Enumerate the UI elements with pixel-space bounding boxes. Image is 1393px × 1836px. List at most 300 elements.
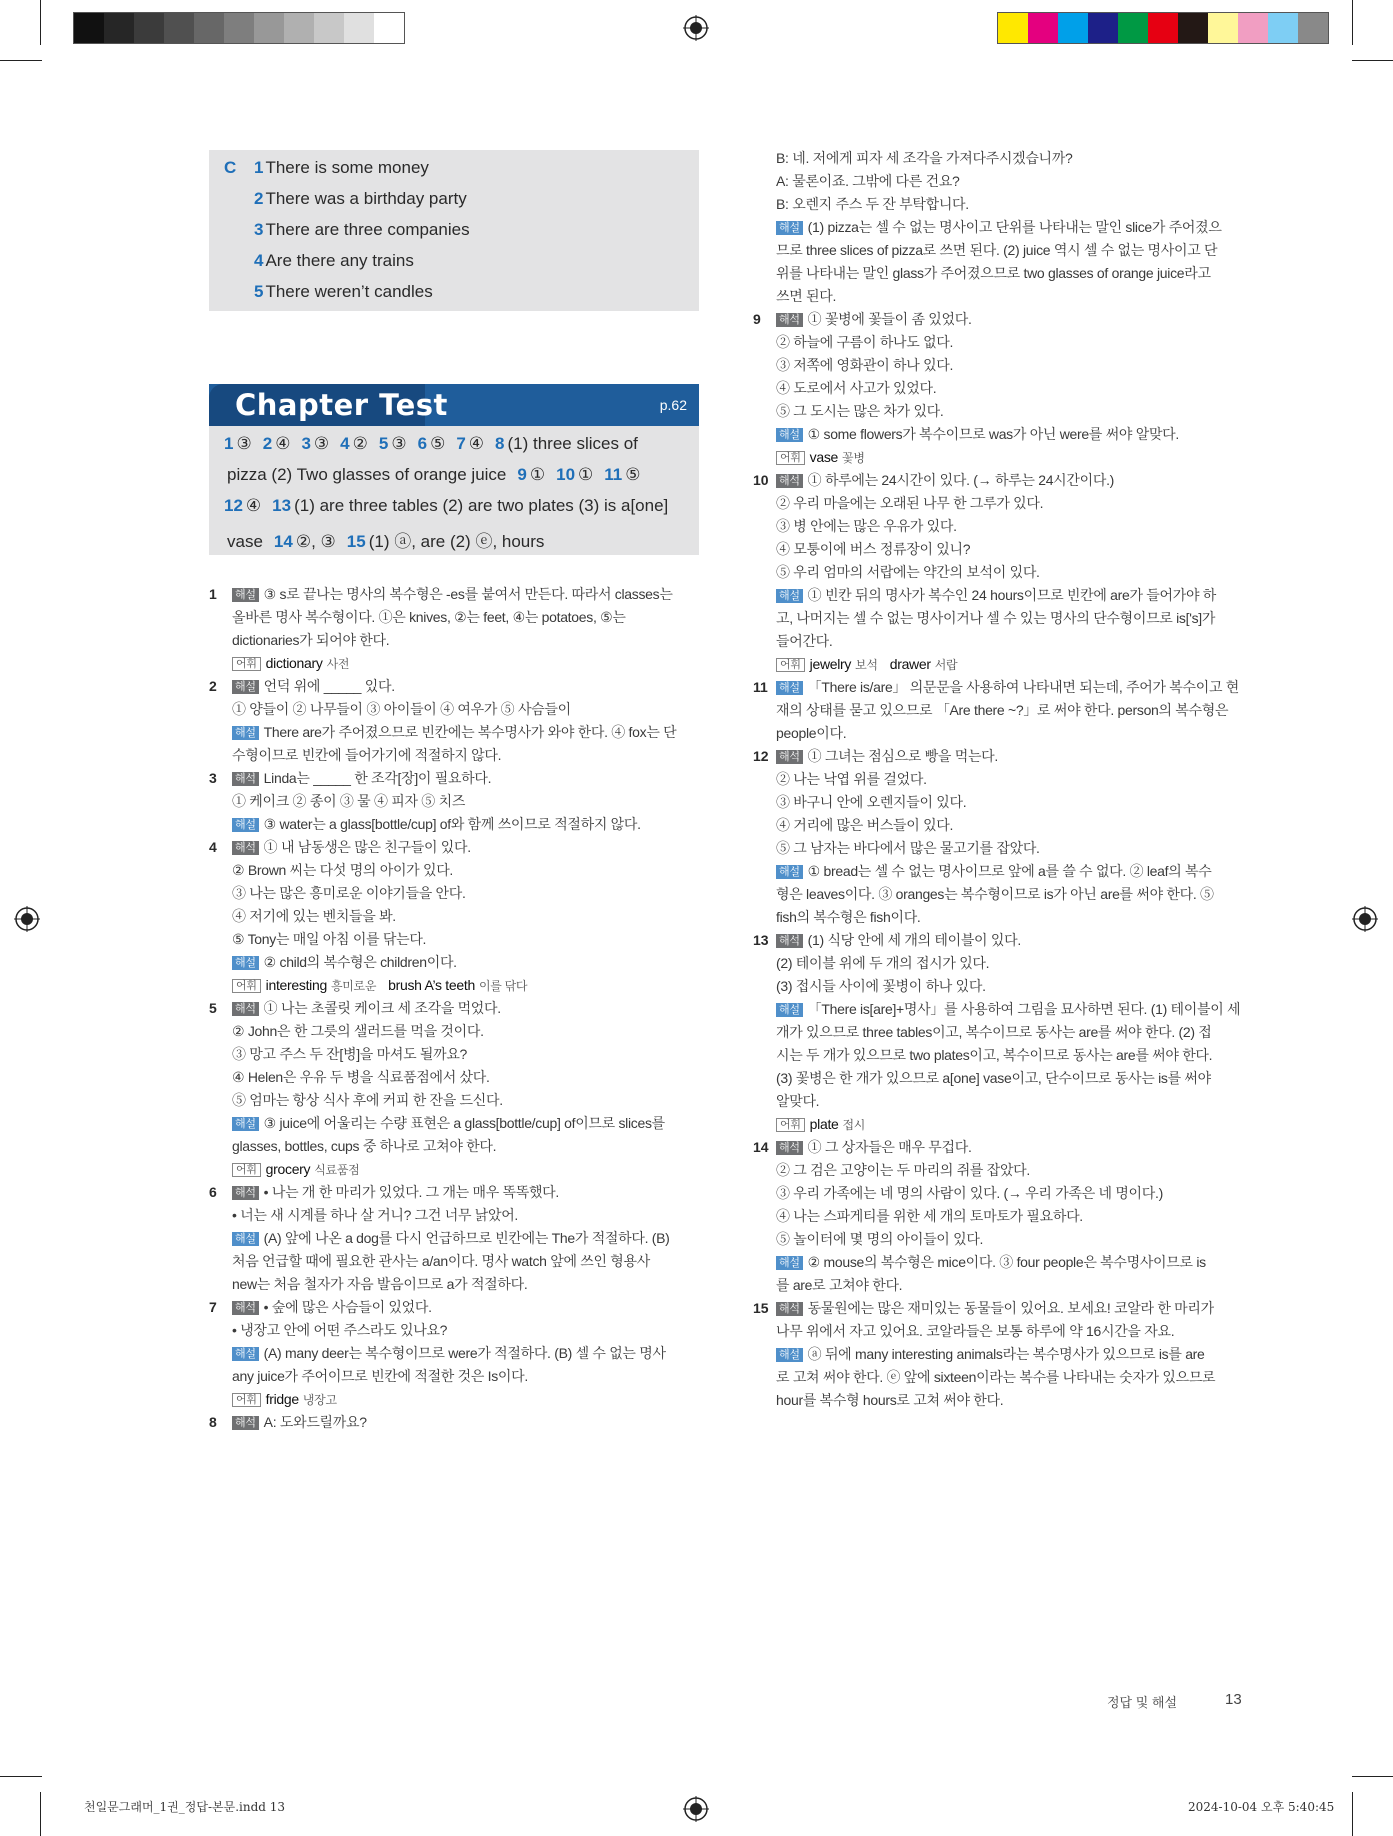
explanation-text: ④ Helen은 우유 두 병을 식료품점에서 샀다. <box>232 1069 490 1085</box>
explanation-text: ② 나는 낙엽 위를 걸었다. <box>776 771 927 787</box>
explanation-line <box>232 1138 496 1154</box>
explanation-badge: 해설 <box>776 221 803 235</box>
explanation-line <box>232 839 471 855</box>
explanation-line <box>232 1230 670 1246</box>
explanation-text: dictionaries가 되어야 한다. <box>232 632 390 648</box>
answer-number: 9 <box>517 465 527 484</box>
explanation-badge: 해설 <box>776 1348 803 1362</box>
answer-value: ②, ③ <box>295 532 336 551</box>
explanation-line <box>776 633 833 649</box>
explanation-line <box>232 885 466 901</box>
answer-number: 3 <box>301 434 311 453</box>
explanation-line <box>776 472 1114 488</box>
explanation-badge: 해설 <box>776 681 803 695</box>
answer-value: ⑤ <box>625 465 641 484</box>
answer-value: pizza (2) Two glasses of orange juice <box>227 465 507 484</box>
explanation-badge: 해설 <box>776 589 803 603</box>
translation-badge: 해석 <box>232 841 259 855</box>
answer-number: 5 <box>378 434 389 453</box>
explanation-text: ① 빈칸 뒤의 명사가 복수인 24 hours이므로 빈칸에 are가 들어가야 하 <box>807 587 1217 603</box>
box-c-item <box>254 220 470 240</box>
explanation-badge: 해설 <box>232 726 259 740</box>
explanation-line <box>776 495 1043 511</box>
answer-value: ① <box>578 465 594 484</box>
explanation-text: 들어간다. <box>776 633 833 649</box>
grayscale-bar <box>73 12 405 44</box>
translation-badge: 해설 <box>232 588 259 602</box>
box-c-item <box>254 158 429 178</box>
explanation-text: 위를 나타내는 말인 glass가 주어졌으므로 two glasses of orange juice라고 <box>776 265 1211 281</box>
explanation-text: ③ 우리 가족에는 네 명의 사람이 있다. (→ 우리 가족은 네 명이다.) <box>776 1185 1163 1201</box>
explanation-text: ⑤ 우리 엄마의 서랍에는 약간의 보석이 있다. <box>776 564 1040 580</box>
explanation-text: ⑤ 그 남자는 바다에서 많은 물고기를 잡았다. <box>776 840 1040 856</box>
explanation-text: 「There is/are」 의문문을 사용하여 나타내면 되는데, 주어가 복수이고 현 <box>807 679 1240 695</box>
explanation-line <box>776 1254 1206 1270</box>
vocab-word: jewelry <box>809 656 852 672</box>
explanation-line <box>776 1208 1083 1224</box>
translation-badge: 해석 <box>776 1302 803 1316</box>
explanation-text: B: 네. 저에게 피자 세 조각을 가져다주시겠습니까? <box>776 150 1073 166</box>
chapter-test-header <box>209 384 699 426</box>
box-c-item <box>254 251 414 271</box>
explanation-line <box>776 1323 1174 1339</box>
chapter-test-title: Chapter Test <box>235 388 448 422</box>
explanation-text: 알맞다. <box>776 1093 820 1109</box>
translation-badge: 해석 <box>232 772 259 786</box>
slug-date: 2024-10-04 오후 5:40:45 <box>1188 1800 1335 1814</box>
chapter-test-answer-line <box>224 434 649 454</box>
answer-number: 10 <box>556 465 576 484</box>
explanation-line <box>232 1253 650 1269</box>
answer-number: 15 <box>346 532 366 551</box>
explanation-line <box>776 610 1215 626</box>
vocab-word: fridge <box>265 1391 299 1407</box>
answer-value: (1) three slices of <box>507 434 638 453</box>
explanation-text: ② John은 한 그릇의 샐러드를 먹을 것이다. <box>232 1023 484 1039</box>
translation-badge: 해석 <box>776 750 803 764</box>
explanation-text: ② 그 검은 고양이는 두 마리의 쥐를 잡았다. <box>776 1162 1031 1178</box>
explanation-text: ⑤ 엄마는 항상 식사 후에 커피 한 잔을 드신다. <box>232 1092 503 1108</box>
explanation-text: ① 케이크 ② 종이 ③ 물 ④ 피자 ⑤ 치즈 <box>232 793 466 809</box>
explanation-text: ③ s로 끝나는 명사의 복수형은 -es를 붙여서 만든다. 따라서 classes는 <box>263 586 673 602</box>
vocabulary-badge: 어휘 <box>776 658 805 672</box>
question-number: 15 <box>753 1300 769 1316</box>
explanation-text: ③ water는 a glass[bottle/cup] of와 함께 쓰이므로 적절하지 않다. <box>263 816 641 832</box>
explanation-line <box>232 1023 484 1039</box>
explanation-line <box>776 1185 1163 1201</box>
explanation-line <box>776 1231 983 1247</box>
explanation-badge: 해설 <box>776 1003 803 1017</box>
vocab-meaning: 흥미로운 <box>330 979 377 993</box>
explanation-line <box>776 1093 819 1109</box>
explanation-text: ① 그녀는 점심으로 빵을 먹는다. <box>807 748 998 764</box>
explanation-line <box>776 1300 1214 1316</box>
question-number: 8 <box>209 1414 217 1430</box>
explanation-text: (A) many deer는 복수형이므로 were가 적절하다. (B) 셀 수 없는 명사 <box>263 1345 666 1361</box>
vocab-word: dictionary <box>265 655 323 671</box>
vocab-word: drawer <box>889 656 931 672</box>
explanation-line <box>232 678 395 694</box>
box-c-item-number: 1 <box>254 158 264 177</box>
answer-box-c <box>209 150 699 311</box>
answer-value: ③ <box>313 434 330 453</box>
vocab-meaning: 꽃병 <box>842 451 865 465</box>
explanation-line <box>232 724 676 740</box>
vocab-word: interesting <box>265 977 327 993</box>
question-number: 1 <box>209 586 217 602</box>
answer-value: ④ <box>468 434 485 453</box>
explanation-text: ⑤ 놀이터에 몇 명의 아이들이 있다. <box>776 1231 984 1247</box>
explanation-text: ③ 저쪽에 영화관이 하나 있다. <box>776 357 954 373</box>
explanation-text: • 냉장고 안에 어떤 주스라도 있나요? <box>232 1322 448 1338</box>
explanation-line <box>232 770 491 786</box>
vocab-meaning: 냉장고 <box>302 1393 337 1407</box>
vocab-word: grocery <box>265 1161 311 1177</box>
answer-number: 4 <box>340 434 350 453</box>
explanation-text: ② mouse의 복수형은 mice이다. ③ four people은 복수명사이므로 is <box>807 1254 1206 1270</box>
explanation-line <box>232 586 673 602</box>
question-number: 14 <box>753 1139 769 1155</box>
explanation-line <box>776 1047 1212 1063</box>
explanation-text: 고, 나머지는 셀 수 없는 명사이거나 셀 수 있는 명사의 단수형이므로 is['s]가 <box>776 610 1216 626</box>
explanation-text: 를 are로 고쳐야 한다. <box>776 1277 903 1293</box>
chapter-test-answer-line <box>224 465 652 485</box>
explanation-line <box>776 679 1239 695</box>
answer-number: 13 <box>272 496 292 515</box>
explanation-line <box>776 955 989 971</box>
explanation-line <box>776 817 953 833</box>
explanation-badge: 해설 <box>232 1232 259 1246</box>
explanation-text: (1) pizza는 셀 수 없는 명사이고 단위를 나타내는 말인 slice가 주어졌으 <box>807 219 1222 235</box>
explanation-line <box>232 1184 559 1200</box>
explanation-text: ③ 망고 주스 두 잔[병]을 마셔도 될까요? <box>232 1046 468 1062</box>
translation-badge: 해석 <box>776 1141 803 1155</box>
color-bar <box>997 12 1329 44</box>
explanation-text: ③ 병 안에는 많은 우유가 있다. <box>776 518 957 534</box>
explanation-line <box>776 702 1228 718</box>
vocab-meaning: 식료품점 <box>314 1163 360 1177</box>
explanation-line <box>232 1299 432 1315</box>
explanation-line <box>232 954 457 970</box>
explanation-text: ④ 거리에 많은 버스들이 있다. <box>776 817 954 833</box>
explanation-badge: 해설 <box>776 1256 803 1270</box>
footer-section-label: 정답 및 해설 <box>1107 1695 1178 1710</box>
vocabulary-badge: 어휘 <box>776 1118 805 1132</box>
explanation-line <box>776 219 1222 235</box>
explanation-text: • 너는 새 시계를 하나 살 거니? 그건 너무 낡았어. <box>232 1207 519 1223</box>
explanation-line <box>776 288 836 304</box>
answer-value: ④ <box>245 496 262 515</box>
explanation-text: ① 나는 초콜릿 케이크 세 조각을 먹었다. <box>263 1000 501 1016</box>
explanation-text: 시는 두 개가 있으므로 two plates이고, 복수이므로 동사는 are를 써야 한다. <box>776 1047 1213 1063</box>
vocab-word: vase <box>809 449 839 465</box>
explanation-line <box>232 1069 490 1085</box>
explanation-text: ① 꽃병에 꽃들이 좀 있었다. <box>807 311 972 327</box>
explanation-line <box>232 655 361 672</box>
explanation-text: ③ 나는 많은 흥미로운 이야기들을 안다. <box>232 885 466 901</box>
explanation-line <box>776 748 998 764</box>
explanation-text: ② child의 복수형은 children이다. <box>263 954 457 970</box>
explanation-text: ⑤ 그 도시는 많은 차가 있다. <box>776 403 944 419</box>
explanation-badge: 해설 <box>232 1117 259 1131</box>
explanation-line <box>776 1001 1240 1017</box>
explanation-text: fish의 복수형은 fish이다. <box>776 909 921 925</box>
explanation-line <box>776 771 927 787</box>
vocab-meaning: 서랍 <box>934 658 958 672</box>
explanation-text: B: 오렌지 주스 두 잔 부탁합니다. <box>776 196 969 212</box>
translation-badge: 해석 <box>232 1416 259 1430</box>
explanation-text: ① bread는 셀 수 없는 명사이므로 앞에 a를 쓸 수 없다. ② leaf의 복수 <box>807 863 1212 879</box>
explanation-text: new는 처음 철자가 자음 발음이므로 a가 적절하다. <box>232 1276 528 1292</box>
question-number: 2 <box>209 678 217 694</box>
explanation-line <box>776 334 953 350</box>
explanation-line <box>776 978 986 994</box>
explanation-text: 쓰면 된다. <box>776 288 837 304</box>
explanation-line <box>776 1392 1003 1408</box>
explanation-line <box>776 587 1216 603</box>
explanation-line <box>776 794 966 810</box>
explanation-line <box>232 1276 527 1292</box>
explanation-text: glasses, bottles, cups 중 하나로 고쳐야 한다. <box>232 1138 497 1154</box>
explanation-badge: 해설 <box>776 428 803 442</box>
explanation-text: 재의 상태를 묻고 있으므로 「Are there ~?」로 써야 한다. person의 복수형은 <box>776 702 1229 718</box>
answer-value: ① <box>529 465 546 484</box>
explanation-line <box>232 701 571 717</box>
question-number: 7 <box>209 1299 217 1315</box>
answer-number: 11 <box>604 465 623 484</box>
explanation-line <box>776 242 1217 258</box>
explanation-line <box>232 1322 447 1338</box>
explanation-line <box>232 1115 665 1131</box>
explanation-line <box>232 1161 371 1178</box>
explanation-line <box>776 357 953 373</box>
explanation-line <box>776 886 1214 902</box>
answer-number: 14 <box>273 532 293 551</box>
explanation-line <box>232 1368 528 1384</box>
chapter-test-answer-line <box>224 496 679 516</box>
explanation-line <box>232 931 426 947</box>
vocabulary-badge: 어휘 <box>232 1163 261 1177</box>
explanation-line <box>776 564 1040 580</box>
translation-badge: 해석 <box>232 1002 259 1016</box>
explanation-text: • 숲에 많은 사슴들이 있었다. <box>263 1299 432 1315</box>
explanation-text: (3) 꽃병은 한 개가 있으므로 a[one] vase이고, 단수이므로 동사는 is를 써야 <box>776 1070 1211 1086</box>
explanation-text: ⑤ Tony는 매일 아침 이를 닦는다. <box>232 931 427 947</box>
explanation-text: Linda는 _____ 한 조각[장]이 필요하다. <box>263 770 492 786</box>
page-number: 13 <box>1225 1691 1242 1708</box>
translation-badge: 해설 <box>232 680 259 694</box>
explanation-text: ① some flowers가 복수이므로 was가 아닌 were를 써야 알맞다. <box>807 426 1179 442</box>
explanation-text: 언덕 위에 _____ 있다. <box>263 678 395 694</box>
explanation-line <box>776 1162 1030 1178</box>
explanation-line <box>776 449 877 466</box>
explanation-text: 형은 leaves이다. ③ oranges는 복수형이므로 is가 아닌 are를 써야 한다. ⑤ <box>776 886 1214 902</box>
box-c-item-number: 2 <box>254 189 264 208</box>
answer-value: vase <box>227 532 263 551</box>
vocab-meaning: 보석 <box>855 658 878 672</box>
explanation-text: A: 물론이죠. 그밖에 다른 건요? <box>776 173 960 189</box>
explanation-text: ① 양들이 ② 나무들이 ③ 아이들이 ④ 여우가 ⑤ 사슴들이 <box>232 701 571 717</box>
box-c-item-number: 5 <box>254 282 264 301</box>
explanation-text: ① 내 남동생은 많은 친구들이 있다. <box>263 839 471 855</box>
question-number: 5 <box>209 1000 217 1016</box>
explanation-text: (2) 테이블 위에 두 개의 접시가 있다. <box>776 955 990 971</box>
explanation-line <box>776 380 936 396</box>
answer-number: 8 <box>495 434 505 453</box>
explanation-line <box>232 609 626 625</box>
explanation-text: ③ juice에 어울리는 수량 표현은 a glass[bottle/cup] of이므로 slices를 <box>263 1115 665 1131</box>
box-c-item-number: 3 <box>254 220 264 239</box>
explanation-text: ② 하늘에 구름이 하나도 없다. <box>776 334 954 350</box>
explanation-line <box>232 977 539 994</box>
explanation-text: 로 고쳐 써야 한다. ⓔ 앞에 sixteen이라는 복수를 나타내는 숫자가 있으므로 <box>776 1369 1216 1385</box>
vocab-meaning: 접시 <box>842 1118 866 1132</box>
box-c-item-text: There is some money <box>265 158 429 177</box>
explanation-line <box>776 840 1040 856</box>
chapter-test-answers <box>209 426 699 555</box>
vocabulary-badge: 어휘 <box>232 1393 261 1407</box>
registration-mark-icon <box>683 15 709 41</box>
explanation-text: ⓐ 뒤에 many interesting animals라는 복수명사가 있으므로 is를 are <box>807 1346 1205 1362</box>
answer-number: 6 <box>417 434 428 453</box>
question-number: 6 <box>209 1184 217 1200</box>
question-number: 11 <box>753 679 768 695</box>
vocabulary-badge: 어휘 <box>776 451 805 465</box>
question-number: 12 <box>753 748 769 764</box>
question-number: 3 <box>209 770 217 786</box>
explanation-text: (1) 식당 안에 세 개의 테이블이 있다. <box>807 932 1021 948</box>
box-c-item-text: Are there any trains <box>265 251 414 270</box>
explanation-line <box>776 1070 1211 1086</box>
registration-mark-icon <box>14 906 40 932</box>
explanation-line <box>776 426 1179 442</box>
chapter-test-page-ref: p.62 <box>659 397 687 413</box>
box-c-item <box>254 282 433 302</box>
slug-file-name: 천일문그래머_1권_정답-본문.indd 13 <box>84 1800 286 1814</box>
question-number: 4 <box>209 839 217 855</box>
answer-value: ③ <box>236 434 252 453</box>
explanation-badge: 해설 <box>776 865 803 879</box>
vocab-word: brush A’s teeth <box>388 977 475 993</box>
translation-badge: 해석 <box>776 313 803 327</box>
explanation-text: ④ 도로에서 사고가 있었다. <box>776 380 937 396</box>
explanation-badge: 해설 <box>232 1347 259 1361</box>
explanation-line <box>776 265 1211 281</box>
explanation-text: 「There is[are]+명사」를 사용하여 그림을 묘사하면 된다. (1) 테이블이 세 <box>807 1001 1241 1017</box>
explanation-text: 동물원에는 많은 재미있는 동물들이 있어요. 보세요! 코알라 한 마리가 <box>807 1300 1214 1316</box>
translation-badge: 해석 <box>232 1301 259 1315</box>
box-c-label: C <box>224 158 237 177</box>
vocabulary-badge: 어휘 <box>232 979 261 993</box>
explanation-line <box>776 1369 1215 1385</box>
box-c-item-number: 4 <box>254 251 264 270</box>
explanation-text: 개가 있으므로 three tables이고, 복수이므로 동사는 are를 써야 한다. (2) 접 <box>776 1024 1212 1040</box>
explanation-line <box>776 150 1073 166</box>
explanation-line <box>776 403 943 419</box>
explanation-line <box>776 1116 877 1133</box>
explanation-text: any juice가 주어이므로 빈칸에 적절한 것은 Is이다. <box>232 1368 528 1384</box>
explanation-text: ① 하루에는 24시간이 있다. (→ 하루는 24시간이다.) <box>807 472 1115 488</box>
explanation-line <box>232 1391 349 1408</box>
explanation-text: 처음 언급할 때에 필요한 관사는 a/an이다. 명사 watch 앞에 쓰인 형용사 <box>232 1253 650 1269</box>
explanation-line <box>776 173 960 189</box>
answer-number: 1 <box>224 434 234 453</box>
answer-value: (1) ⓐ, are (2) ⓔ, hours <box>368 532 545 551</box>
explanation-line <box>776 725 846 741</box>
translation-badge: 해석 <box>232 1186 259 1200</box>
explanation-text: 올바른 명사 복수형이다. ①은 knives, ②는 feet, ④는 potatoes, ⑤는 <box>232 609 626 625</box>
explanation-line <box>776 541 970 557</box>
explanation-line <box>776 311 972 327</box>
explanation-line <box>232 862 453 878</box>
explanation-line <box>776 656 969 673</box>
registration-mark-icon <box>683 1796 709 1822</box>
explanation-line <box>232 793 465 809</box>
explanation-text: 므로 three slices of pizza로 쓰면 된다. (2) juice 역시 셀 수 없는 명사이고 단 <box>776 242 1218 258</box>
explanation-line <box>232 908 396 924</box>
answer-number: 7 <box>456 434 466 453</box>
explanation-line <box>776 1024 1212 1040</box>
registration-mark-icon <box>1352 906 1378 932</box>
answer-number: 2 <box>262 434 273 453</box>
explanation-badge: 해설 <box>232 818 259 832</box>
answer-value: ④ <box>275 434 291 453</box>
explanation-text: hour를 복수형 hours로 고쳐 써야 한다. <box>776 1392 1004 1408</box>
chapter-test-answer-line <box>224 527 555 552</box>
explanation-badge: 해설 <box>232 956 259 970</box>
explanation-line <box>232 1207 518 1223</box>
answer-value: (1) are three tables (2) are two plates (3) is a[one] <box>294 496 669 515</box>
explanation-line <box>776 932 1021 948</box>
explanation-line <box>776 1277 902 1293</box>
explanation-text: ④ 모퉁이에 버스 정류장이 있니? <box>776 541 971 557</box>
answer-value: ③ <box>391 434 407 453</box>
explanation-line <box>776 518 957 534</box>
explanation-line <box>776 863 1212 879</box>
question-number: 10 <box>753 472 769 488</box>
vocab-word: plate <box>809 1116 839 1132</box>
answer-number: 12 <box>224 496 243 515</box>
answer-value: ⑤ <box>430 434 446 453</box>
explanation-text: ③ 바구니 안에 오렌지들이 있다. <box>776 794 967 810</box>
explanation-line <box>232 1414 367 1430</box>
explanation-text: A: 도와드릴까요? <box>263 1414 367 1430</box>
explanation-line <box>232 1046 467 1062</box>
explanation-text: ② Brown 씨는 다섯 명의 아이가 있다. <box>232 862 454 878</box>
explanation-line <box>232 1000 501 1016</box>
explanation-line <box>776 196 969 212</box>
box-c-item <box>254 189 467 209</box>
vocab-meaning: 이를 닦다 <box>478 979 528 993</box>
vocabulary-badge: 어휘 <box>232 657 261 671</box>
explanation-line <box>776 1139 972 1155</box>
explanation-text: There are가 주어졌으므로 빈칸에는 복수명사가 와야 한다. ④ fox는 단 <box>263 724 677 740</box>
explanation-text: (3) 접시들 사이에 꽃병이 하나 있다. <box>776 978 986 994</box>
explanation-text: ④ 저기에 있는 벤치들을 봐. <box>232 908 396 924</box>
explanation-text: 나무 위에서 자고 있어요. 코알라들은 보통 하루에 약 16시간을 자요. <box>776 1323 1175 1339</box>
explanation-line <box>232 1345 666 1361</box>
explanation-line <box>232 632 389 648</box>
explanation-text: people이다. <box>776 725 847 741</box>
explanation-text: ② 우리 마을에는 오래된 나무 한 그루가 있다. <box>776 495 1044 511</box>
explanation-line <box>232 747 501 763</box>
explanation-line <box>776 1346 1205 1362</box>
explanation-text: 수형이므로 빈칸에 들어가기에 적절하지 않다. <box>232 747 502 763</box>
explanation-line <box>232 816 641 832</box>
box-c-item-text: There weren’t candles <box>265 282 433 301</box>
explanation-text: ④ 나는 스파게티를 위한 세 개의 토마토가 필요하다. <box>776 1208 1083 1224</box>
translation-badge: 해석 <box>776 934 803 948</box>
